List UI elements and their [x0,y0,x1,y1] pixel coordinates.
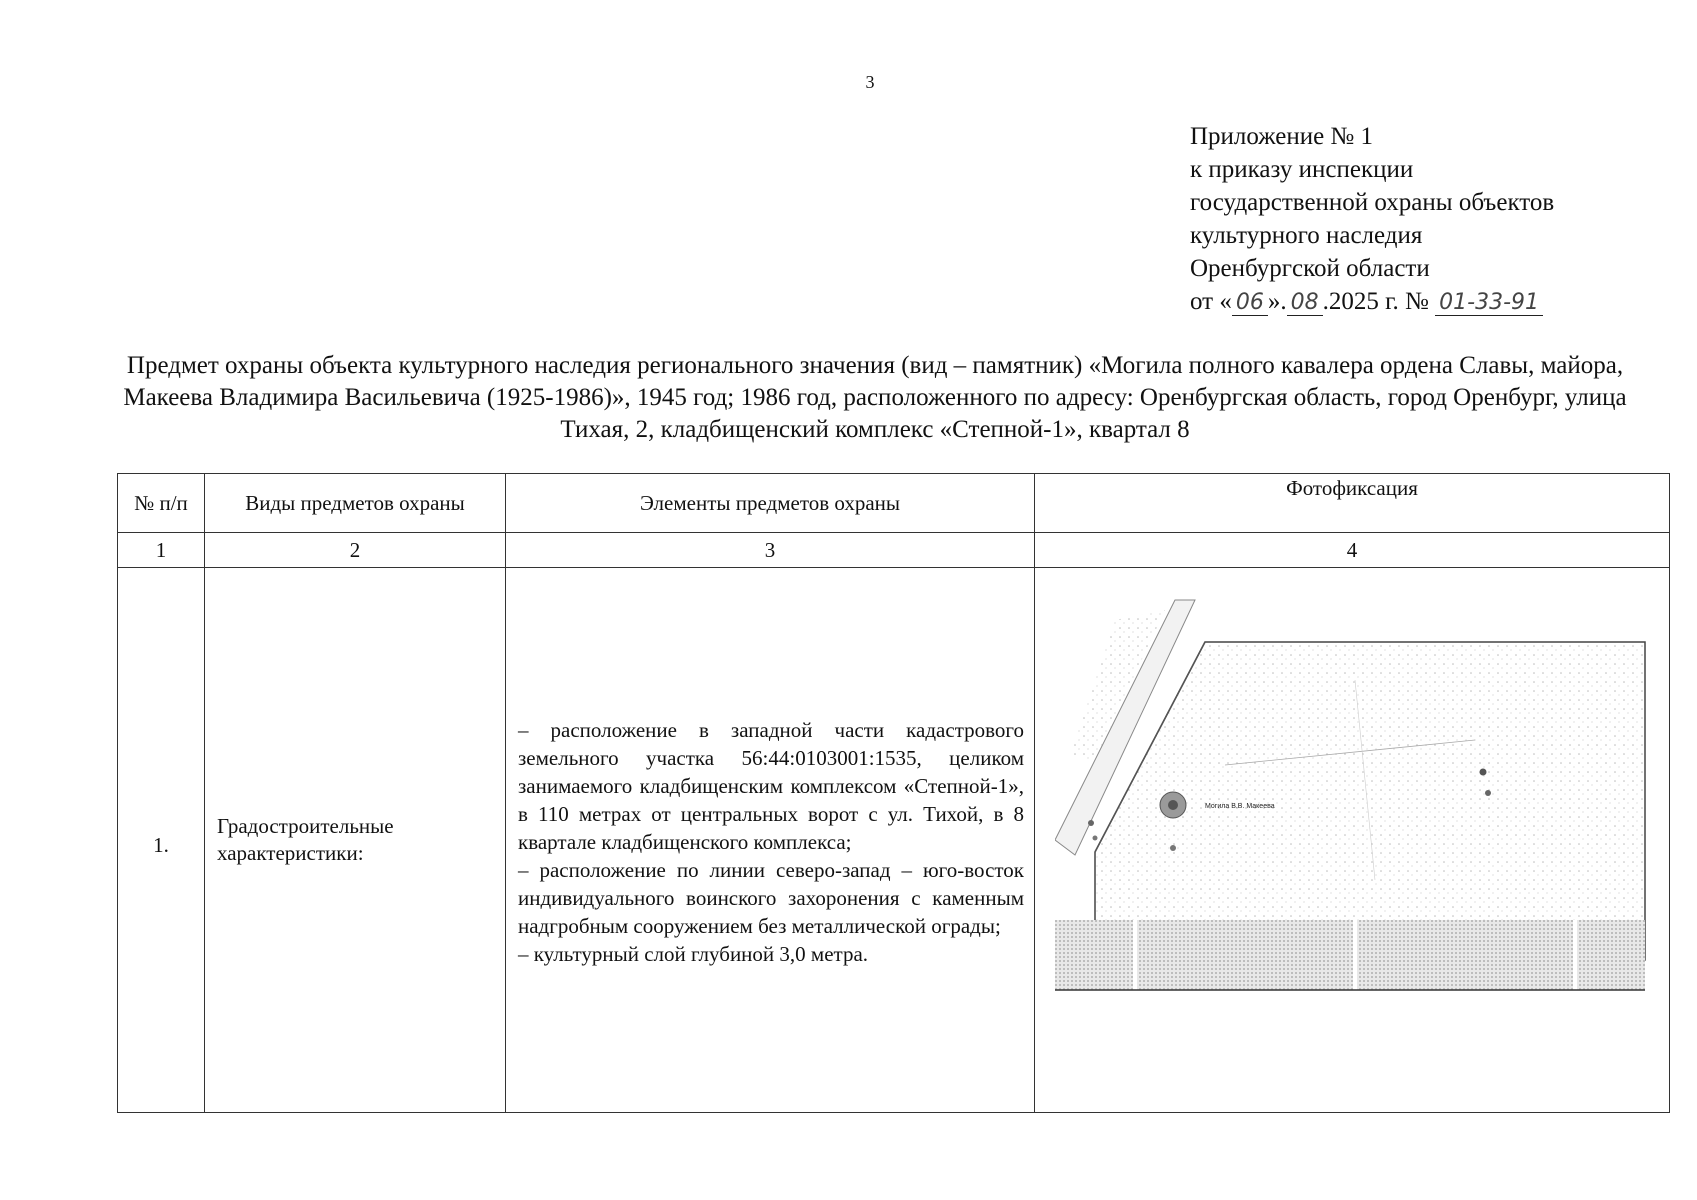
row-type: Градостроительные характеристики: [205,568,506,1113]
protection-table [117,473,1670,1113]
appendix-line: к приказу инспекции [1190,156,1414,183]
appendix-date-line [1190,285,1554,319]
col-number: 2 [205,533,506,568]
appendix-line: культурного наследия [1190,222,1423,249]
table-header-row [118,474,1670,533]
row-elements [506,568,1035,1113]
element-item: – расположение в западной части кадастрового земельного участка 56:44:0103001:1535, целиком занимаемого кладбищенским комплексом «Степной-1», в 110 метрах от центральных ворот с ул. Тихой, в 8 квартале кладбищенского комплекса; [518,718,1024,854]
column-number-row [118,533,1670,568]
table-row [118,568,1670,1113]
header-types: Виды предметов охраны [205,474,506,533]
cadastral-map-image [1055,580,1651,1020]
document-title: Предмет охраны объекта культурного наследия регионального значения (вид – памятник) «Могила полного кавалера ордена Славы, майора, Макеева Владимира Васильевича (1925-1986)», 1945 год; 1986 год, расположенного по адресу: Оренбургская область, город Оренбург, улица Тихая, 2, кладбищенский комплекс «Степной-1», квартал 8 [123,352,1627,443]
row-photo [1035,568,1670,1113]
map-grave-label: Могила В.В. Макеева [1205,803,1275,810]
date-prefix: от « [1190,288,1232,315]
row-number: 1. [118,568,205,1113]
col-number: 1 [118,533,205,568]
header-num: № п/п [118,474,205,533]
handwritten-order-number: 01-33-91 [1435,290,1543,316]
col-number: 3 [506,533,1035,568]
date-separator: ». [1267,288,1287,315]
appendix-line: Приложение № 1 [1190,123,1374,150]
date-year: .2025 г. № [1322,288,1429,315]
handwritten-day: 06 [1232,290,1268,316]
handwritten-month: 08 [1287,290,1323,316]
page-number: 3 [865,72,875,92]
appendix-line: Оренбургской области [1190,255,1430,282]
appendix-block [1190,120,1554,319]
col-number: 4 [1035,533,1670,568]
header-elements: Элементы предметов охраны [506,474,1035,533]
element-item: – культурный слой глубиной 3,0 метра. [518,942,869,966]
header-photo: Фотофиксация [1035,474,1670,533]
appendix-line: государственной охраны объектов [1190,189,1555,216]
element-item: – расположение по линии северо-запад – юго-восток индивидуального воинского захоронения с каменным надгробным сооружением без металлической ограды; [518,858,1024,938]
